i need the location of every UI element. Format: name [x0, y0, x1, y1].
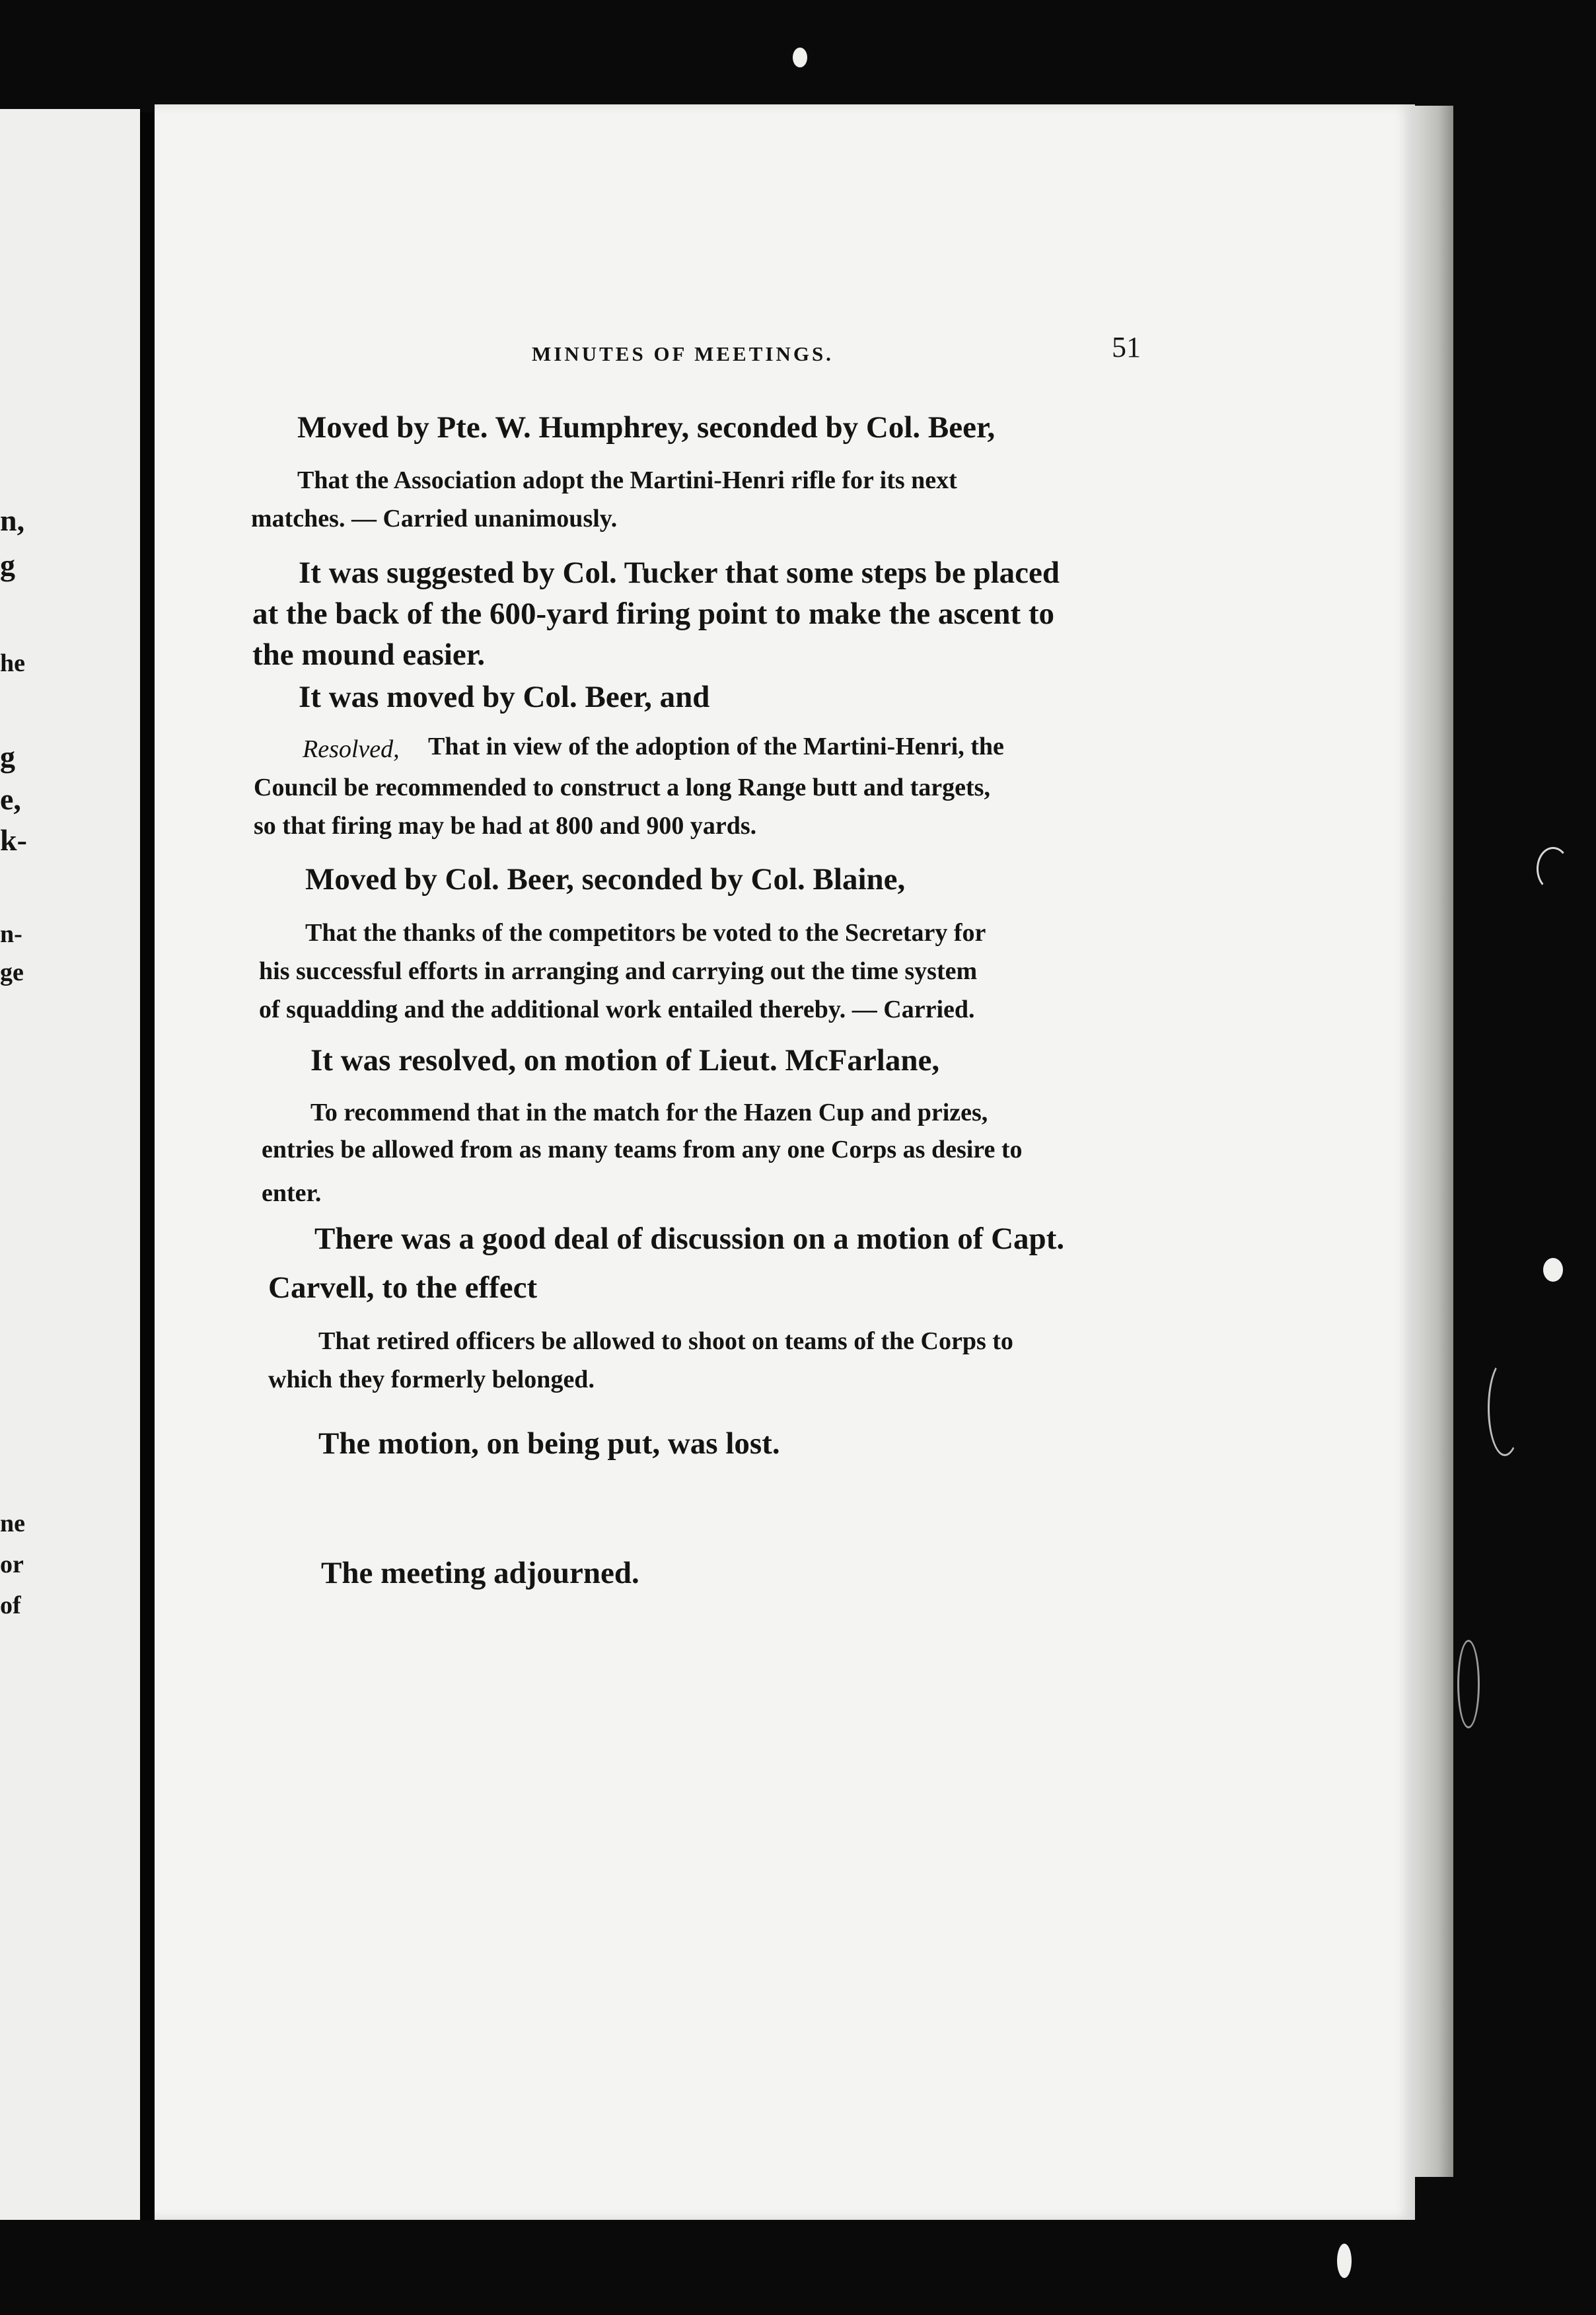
text-line: his successful efforts in arranging and carrying out the time system [259, 957, 978, 985]
text-line: Moved by Col. Beer, seconded by Col. Blaine, [305, 862, 906, 897]
text-line: at the back of the 600-yard firing point to make the ascent to [252, 597, 1055, 631]
text-line: The meeting adjourned. [321, 1556, 639, 1590]
facing-page-fragment: of [0, 1592, 21, 1619]
text-line: It was resolved, on motion of Lieut. McFarlane, [310, 1043, 940, 1078]
text-line: The motion, on being put, was lost. [318, 1426, 780, 1461]
text-line: entries be allowed from as many teams from any one Corps as desire to [262, 1136, 1023, 1163]
facing-page-fragment: he [0, 649, 25, 677]
facing-page-fragment: ge [0, 959, 24, 986]
text-line: Moved by Pte. W. Humphrey, seconded by Col. Beer, [297, 410, 996, 445]
scan-mark [1488, 1360, 1522, 1456]
scan-speck [1543, 1258, 1563, 1282]
text-line: Carvell, to the effect [268, 1270, 538, 1305]
running-head: MINUTES OF MEETINGS. [532, 342, 834, 365]
book-gutter [140, 112, 155, 2220]
scan-speck [793, 48, 807, 67]
text-line: of squadding and the additional work entailed thereby. — Carried. [259, 996, 975, 1023]
text-line: Council be recommended to construct a long Range butt and targets, [254, 774, 990, 801]
text-line: That in view of the adoption of the Martini-Henri, the [428, 733, 1004, 760]
page-edge [1415, 106, 1453, 2177]
facing-page-fragment: or [0, 1551, 24, 1578]
text-line: That the thanks of the competitors be voted to the Secretary for [305, 919, 986, 947]
facing-page-fragment: k- [0, 823, 27, 857]
facing-page-fragment: g [0, 740, 15, 774]
facing-page [0, 109, 140, 2220]
text-line: the mound easier. [252, 638, 486, 672]
text-line: It was suggested by Col. Tucker that some steps be placed [299, 556, 1060, 590]
facing-page-fragment: ne [0, 1510, 25, 1537]
text-line: matches. — Carried unanimously. [251, 505, 618, 533]
text-line: which they formerly belonged. [268, 1366, 595, 1393]
resolved-label: Resolved, [303, 735, 400, 763]
facing-page-fragment: n, [0, 503, 25, 537]
text-line: That the Association adopt the Martini-Henri rifle for its next [297, 466, 957, 494]
facing-page-fragment: g [0, 548, 15, 582]
facing-page-fragment: n- [0, 920, 22, 948]
text-line: It was moved by Col. Beer, and [299, 680, 710, 714]
text-line: That retired officers be allowed to shoot on teams of the Corps to [318, 1327, 1013, 1355]
text-line: To recommend that in the match for the Hazen Cup and prizes, [310, 1099, 988, 1126]
scan-mark [1457, 1640, 1480, 1728]
text-line: enter. [262, 1179, 322, 1207]
text-line: so that firing may be had at 800 and 900 yards. [254, 812, 757, 840]
scan-mark [1537, 847, 1570, 891]
text-line: There was a good deal of discussion on a motion of Capt. [314, 1222, 1065, 1256]
page-number: 51 [1112, 331, 1141, 363]
facing-page-fragment: e, [0, 782, 21, 816]
scan-speck [1337, 2244, 1352, 2278]
